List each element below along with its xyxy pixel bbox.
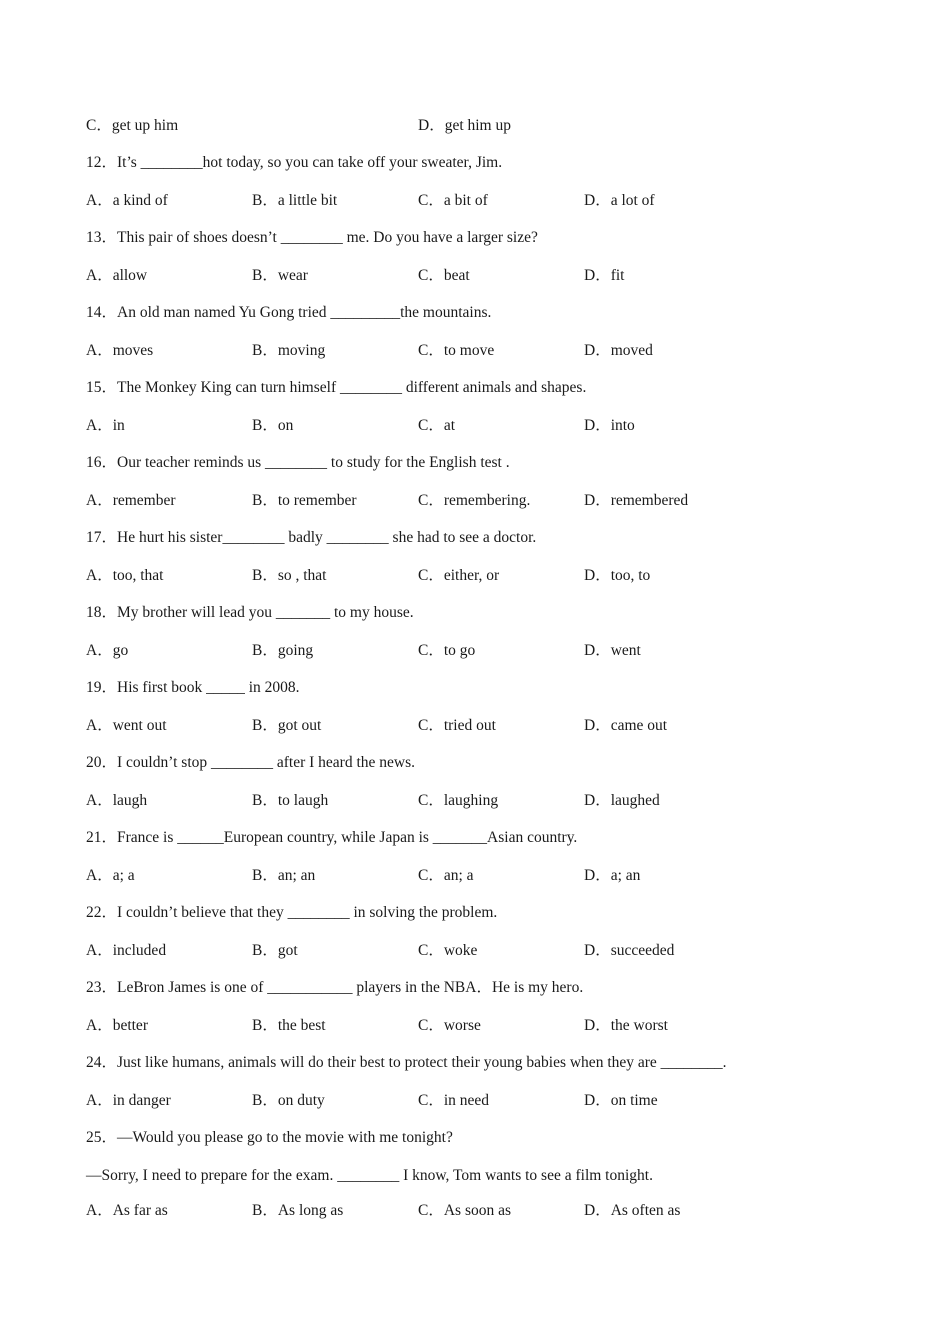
answer-option: D．remembered: [584, 492, 689, 509]
answer-option: D．succeeded: [584, 942, 675, 959]
answer-option: B．the best: [252, 1017, 326, 1034]
answer-option: C．in need: [418, 1092, 490, 1109]
question-text: 25．—Would you please go to the movie with me tonight?: [86, 1129, 453, 1146]
answer-option: D．too, to: [584, 567, 651, 584]
answer-option: B．to laugh: [252, 792, 329, 809]
answer-option: A．a; a: [86, 867, 135, 884]
question-text: 17．He hurt his sister________ badly ________ she had to see a doctor.: [86, 529, 537, 546]
question-text: 23．LeBron James is one of ___________ players in the NBA．He is my hero.: [86, 979, 584, 996]
answer-option: B．got: [252, 942, 298, 959]
answer-option: B．on duty: [252, 1092, 325, 1109]
answer-option: A．As far as: [86, 1202, 168, 1219]
question-text: 12．It’s ________hot today, so you can take off your sweater, Jim.: [86, 154, 503, 171]
answer-option: B．a little bit: [252, 192, 338, 209]
answer-option: D．laughed: [584, 792, 660, 809]
answer-option: A．in: [86, 417, 125, 434]
answer-option: C．at: [418, 417, 456, 434]
question-text: 16．Our teacher reminds us ________ to study for the English test .: [86, 454, 510, 471]
question-text: 13．This pair of shoes doesn’t ________ me. Do you have a larger size?: [86, 229, 538, 246]
answer-option: C．remembering.: [418, 492, 531, 509]
answer-option: A．laugh: [86, 792, 148, 809]
answer-option: A．go: [86, 642, 129, 659]
answer-option: A．a kind of: [86, 192, 168, 209]
question-text: 20．I couldn’t stop ________ after I heard the news.: [86, 754, 416, 771]
answer-option: A．allow: [86, 267, 148, 284]
answer-option: C．laughing: [418, 792, 499, 809]
answer-option: D．into: [584, 417, 635, 434]
answer-option: A．too, that: [86, 567, 164, 584]
answer-option: C．an; a: [418, 867, 474, 884]
answer-option: A．went out: [86, 717, 167, 734]
answer-option: D．a lot of: [584, 192, 655, 209]
question-text: —Sorry, I need to prepare for the exam. ________ I know, Tom wants to see a film tonight.: [86, 1167, 653, 1184]
answer-option: B．on: [252, 417, 294, 434]
answer-option: D．went: [584, 642, 641, 659]
answer-option: A．in danger: [86, 1092, 171, 1109]
question-text: 19．His first book _____ in 2008.: [86, 679, 300, 696]
answer-option: B．going: [252, 642, 314, 659]
answer-option: C．woke: [418, 942, 478, 959]
answer-option: A．remember: [86, 492, 176, 509]
answer-option: C．beat: [418, 267, 470, 284]
answer-option: C．to move: [418, 342, 495, 359]
answer-option: D．get him up: [418, 117, 511, 134]
answer-option: C．a bit of: [418, 192, 488, 209]
answer-option: B．moving: [252, 342, 326, 359]
answer-option: B．wear: [252, 267, 308, 284]
answer-option: D．a; an: [584, 867, 641, 884]
question-text: 15．The Monkey King can turn himself ________ different animals and shapes.: [86, 379, 587, 396]
answer-option: C．worse: [418, 1017, 481, 1034]
answer-option: B．As long as: [252, 1202, 344, 1219]
answer-option: D．moved: [584, 342, 653, 359]
answer-option: D．came out: [584, 717, 668, 734]
answer-option: C．either, or: [418, 567, 500, 584]
answer-option: A．included: [86, 942, 167, 959]
question-text: 24．Just like humans, animals will do their best to protect their young babies when they are ________.: [86, 1054, 727, 1071]
answer-option: B．to remember: [252, 492, 357, 509]
answer-option: B．an; an: [252, 867, 316, 884]
answer-option: C．to go: [418, 642, 476, 659]
answer-option: D．As often as: [584, 1202, 681, 1219]
question-text: 14．An old man named Yu Gong tried _________the mountains.: [86, 304, 492, 321]
answer-option: A．better: [86, 1017, 148, 1034]
answer-option: D．on time: [584, 1092, 658, 1109]
answer-option: C．get up him: [86, 117, 179, 134]
question-text: 21．France is ______European country, while Japan is _______Asian country.: [86, 829, 578, 846]
question-text: 22．I couldn’t believe that they ________ in solving the problem.: [86, 904, 498, 921]
answer-option: D．the worst: [584, 1017, 668, 1034]
answer-option: C．tried out: [418, 717, 496, 734]
answer-option: D．fit: [584, 267, 625, 284]
answer-option: A．moves: [86, 342, 154, 359]
answer-option: C．As soon as: [418, 1202, 512, 1219]
answer-option: B．got out: [252, 717, 322, 734]
question-text: 18．My brother will lead you _______ to my house.: [86, 604, 414, 621]
answer-option: B．so , that: [252, 567, 327, 584]
